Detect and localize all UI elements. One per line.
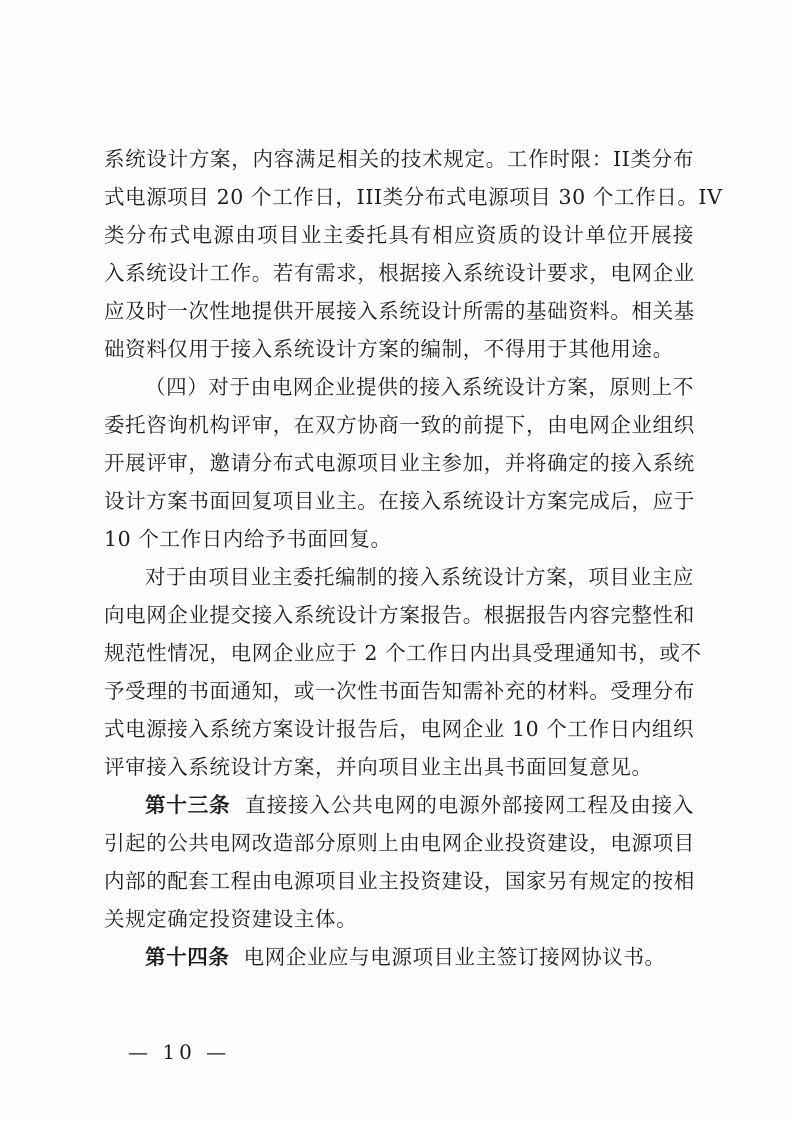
text-line: 引起的公共电网改造部分原则上由电网企业投资建设，电源项目 bbox=[104, 831, 695, 855]
article-number: 第十三条 bbox=[145, 793, 231, 817]
article-fourteen bbox=[104, 938, 694, 976]
article-text: 直接接入公共电网的电源外部接网工程及由接入 bbox=[245, 793, 694, 817]
text-line: 关规定确定投资建设主体。 bbox=[104, 907, 358, 931]
text-line: 对于由项目业主委托编制的接入系统设计方案，项目业主应 bbox=[145, 565, 694, 589]
paragraph-owner-commissioned-scheme bbox=[104, 558, 702, 786]
text-line: 评审接入系统设计方案，并向项目业主出具书面回复意见。 bbox=[104, 755, 653, 779]
text-line: 委托咨询机构评审，在双方协商一致的前提下，由电网企业组织 bbox=[104, 413, 695, 437]
text-line bbox=[104, 786, 694, 824]
text-line: 类分布式电源由项目业主委托具有相应资质的设计单位开展接 bbox=[104, 223, 694, 247]
text-line: 设计方案书面回复项目业主。在接入系统设计方案完成后，应于 bbox=[104, 489, 695, 513]
text-line: 应及时一次性地提供开展接入系统设计所需的基础资料。相关基 bbox=[104, 299, 695, 323]
text-line: 内部的配套工程由电源项目业主投资建设，国家另有规定的按相 bbox=[104, 869, 695, 893]
page-number: — 10 — bbox=[128, 1040, 231, 1064]
text-line: 向电网企业提交接入系统设计方案报告。根据报告内容完整性和 bbox=[104, 603, 695, 627]
text-line: 式电源接入系统方案设计报告后，电网企业 10 个工作日内组织 bbox=[104, 717, 695, 741]
text-line: 予受理的书面通知，或一次性书面告知需补充的材料。受理分布 bbox=[104, 679, 695, 703]
text-line: 系统设计方案，内容满足相关的技术规定。工作时限：II类分布 bbox=[104, 147, 694, 171]
paragraph-design-scheme-continued bbox=[104, 140, 723, 368]
article-text: 电网企业应与电源项目业主签订接网协议书。 bbox=[243, 945, 666, 969]
document-body bbox=[104, 140, 723, 976]
text-line bbox=[104, 938, 694, 976]
text-line: （四）对于由电网企业提供的接入系统设计方案，原则上不 bbox=[145, 375, 694, 399]
article-number: 第十四条 bbox=[145, 945, 230, 969]
paragraph-item-four bbox=[104, 368, 694, 558]
article-thirteen bbox=[104, 786, 694, 938]
text-line: 开展评审，邀请分布式电源项目业主参加，并将确定的接入系统 bbox=[104, 451, 695, 475]
text-line: 10 个工作日内给予书面回复。 bbox=[104, 527, 392, 551]
text-line: 础资料仅用于接入系统设计方案的编制，不得用于其他用途。 bbox=[104, 337, 674, 361]
text-line: 规范性情况，电网企业应于 2 个工作日内出具受理通知书，或不 bbox=[104, 641, 702, 665]
text-line: 入系统设计工作。若有需求，根据接入系统设计要求，电网企业 bbox=[104, 261, 695, 285]
text-line: 式电源项目 20 个工作日，III类分布式电源项目 30 个工作日。IV bbox=[104, 185, 723, 209]
